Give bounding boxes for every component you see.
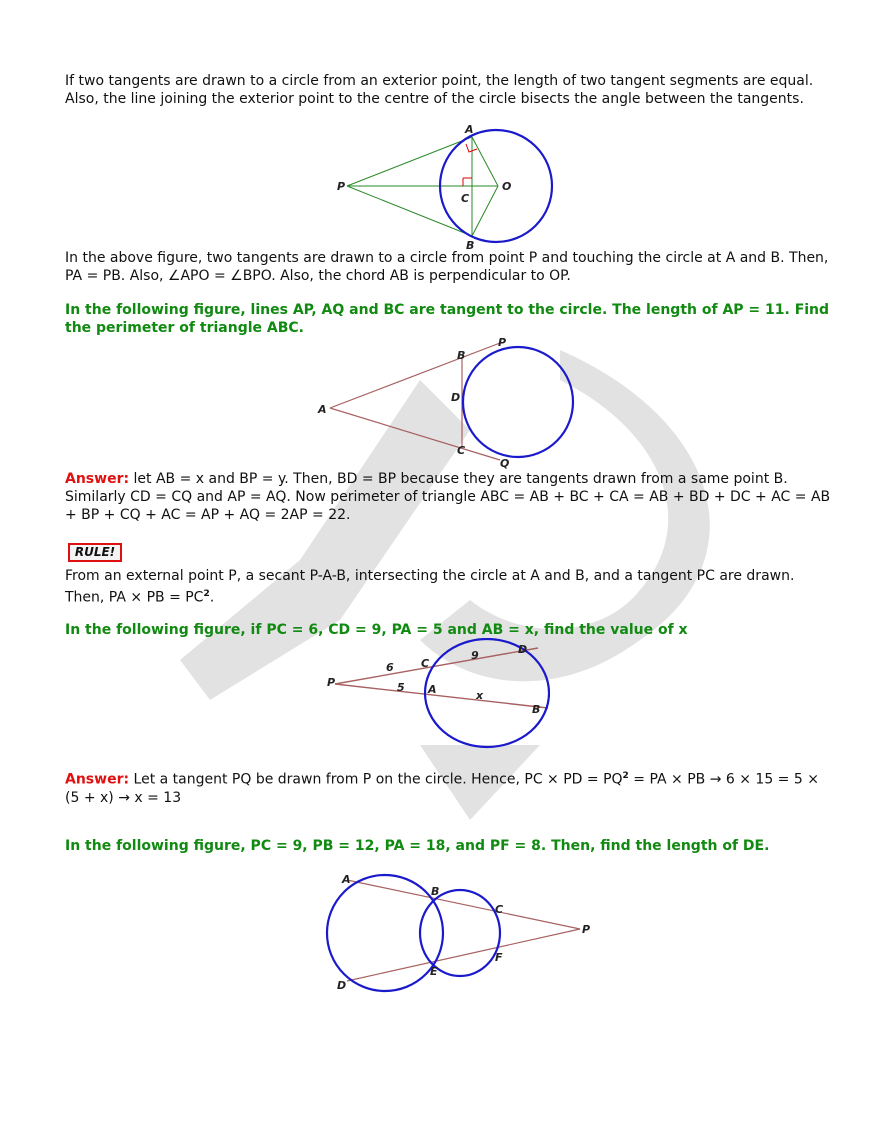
rule-text (65, 567, 835, 607)
answer-label: Answer: (65, 471, 130, 487)
label-p: P (582, 923, 591, 936)
label-e: E (430, 965, 438, 978)
question-2: In the following figure, if PC = 6, CD = 9, PA = 5 and AB = x, find the value of x (65, 622, 688, 638)
figure-two-tangents (335, 122, 560, 252)
label-d: D (518, 643, 528, 656)
answer-text: let AB = x and BP = y. Then, BD = BP because they are tangents drawn from a same point B. Similarly CD = CQ and AP = AQ. Now perimeter of triangle ABC = AB + BC + CA = AB + BD + DC + AC = AB + BP + CQ + AC = AP + AQ = 2AP = 22. (65, 471, 831, 523)
question-1: In the following figure, lines AP, AQ and BC are tangent to the circle. The length of AP = 11. Find the perimeter of triangle ABC. (65, 302, 830, 336)
label-b: B (466, 239, 475, 252)
answer-sup: 2 (622, 771, 629, 781)
label-b: B (532, 703, 541, 716)
rule-end: . (209, 589, 215, 606)
label-p: P (498, 336, 507, 349)
label-c: C (457, 444, 466, 457)
label-b: B (431, 885, 440, 898)
label-a: A (318, 403, 327, 416)
answer-2 (65, 767, 835, 807)
rule-badge: RULE! (68, 543, 122, 562)
label-9: 9 (471, 649, 479, 662)
answer-1 (65, 470, 835, 524)
label-5: 5 (397, 681, 405, 694)
label-6: 6 (386, 661, 394, 674)
label-d: D (451, 391, 461, 404)
answer-text-2: = PA × PB → 6 × 15 = 5 × (5 + x) → x = 13 (65, 771, 819, 806)
label-p: P (337, 180, 346, 193)
label-a: A (428, 683, 437, 696)
tangent-property-paragraph: If two tangents are drawn to a circle from an exterior point, the length of two tangent segments are equal. Also, the line joining the exterior point to the centre of the circle bisects the angle between the tangents. (65, 73, 814, 107)
figure-explanation: In the above figure, two tangents are drawn to a circle from point P and touching the circle at A and B. Then, PA = PB. Also, ∠APO = ∠BPO. Also, the chord AB is perpendicular to OP. (65, 250, 829, 284)
question-3: In the following figure, PC = 9, PB = 12, PA = 18, and PF = 8. Then, find the length of DE. (65, 838, 770, 854)
label-c: C (461, 192, 470, 205)
figure-secant-tangent (325, 638, 550, 753)
label-q: Q (500, 457, 510, 470)
rule-sup: 2 (203, 589, 210, 599)
rule-body: From an external point P, a secant P-A-B, intersecting the circle at A and B, and a tangent PC are drawn. Then, PA × PB = PC (65, 568, 795, 606)
answer-text-1: Let a tangent PQ be drawn from P on the circle. Hence, PC × PD = PQ (129, 771, 623, 788)
answer-label: Answer: (65, 771, 130, 788)
label-d: D (337, 979, 347, 992)
label-b: B (457, 349, 466, 362)
figure-two-circles (325, 868, 600, 1003)
label-f: F (495, 951, 503, 964)
label-a: A (465, 123, 474, 136)
figure-triangle-tangents (315, 335, 580, 470)
label-c: C (495, 903, 504, 916)
label-p: P (327, 676, 336, 689)
label-a: A (342, 873, 351, 886)
label-o: O (502, 180, 512, 193)
label-c: C (421, 657, 430, 670)
label-x: x (476, 689, 484, 702)
